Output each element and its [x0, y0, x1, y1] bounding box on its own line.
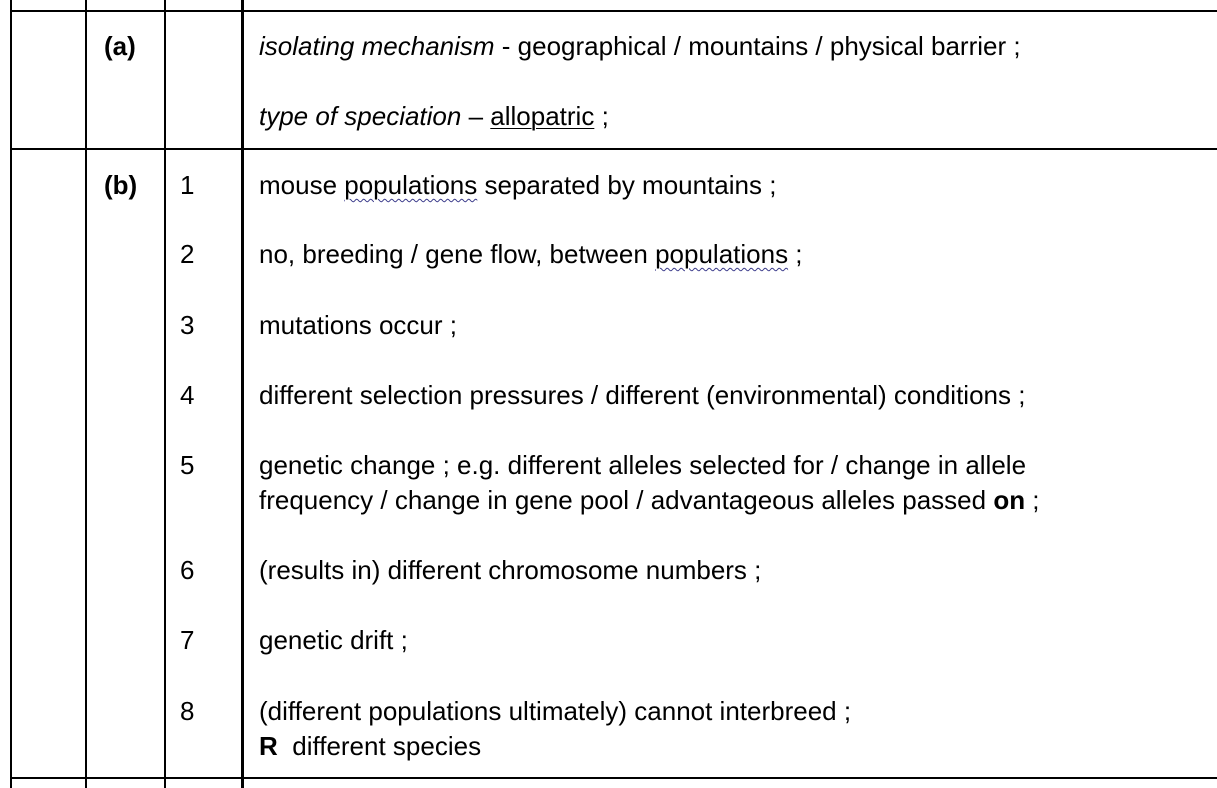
allopatric-answer: allopatric	[490, 101, 595, 131]
reject-text: different species	[277, 731, 482, 761]
point-text-5-line-1: genetic change ; e.g. different alleles selected for / change in allele	[259, 450, 1027, 480]
column-border-1	[10, 0, 12, 788]
point-2-pre: no, breeding / gene flow, between	[259, 239, 656, 269]
point-5-bold-word: on	[993, 485, 1026, 515]
point-number-1: 1	[180, 170, 195, 200]
top-rule	[10, 10, 1217, 12]
point-text-6: (results in) different chromosome numbers ;	[259, 555, 762, 585]
bottom-rule	[10, 777, 1217, 779]
point-5-line-2-pre: frequency / change in gene pool / advantageous alleles passed	[259, 485, 994, 515]
point-number-8: 8	[180, 696, 195, 726]
point-number-4: 4	[180, 380, 195, 410]
point-text-1	[259, 170, 776, 200]
point-text-8-line-1: (different populations ultimately) cannot interbreed ;	[259, 696, 852, 726]
column-border-2	[85, 0, 87, 788]
reject-marker: R	[259, 731, 278, 761]
point-number-3: 3	[180, 310, 195, 340]
point-text-2	[259, 239, 803, 269]
part-a-label: (a)	[104, 31, 136, 61]
isolating-mechanism-term: isolating mechanism	[259, 31, 495, 61]
isolating-mechanism-answer: - geographical / mountains / physical barrier ;	[494, 31, 1021, 61]
point-number-5: 5	[180, 450, 195, 480]
point-text-3: mutations occur ;	[259, 310, 457, 340]
spellcheck-flagged-word: populations	[344, 170, 478, 200]
part-b-label: (b)	[104, 170, 138, 200]
point-text-4: different selection pressures / different (environmental) conditions ;	[259, 380, 1026, 410]
column-border-3	[164, 0, 166, 788]
dash: –	[461, 101, 491, 131]
part-divider-rule	[10, 148, 1217, 150]
part-a-line-1	[259, 31, 1021, 61]
point-text-7: genetic drift ;	[259, 625, 408, 655]
point-number-7: 7	[180, 625, 195, 655]
point-number-6: 6	[180, 555, 195, 585]
part-a-line-2	[259, 101, 609, 131]
spellcheck-flagged-word: populations	[655, 239, 789, 269]
type-of-speciation-term: type of speciation	[259, 101, 462, 131]
point-5-end: ;	[1025, 485, 1040, 515]
point-text-8-line-2	[259, 731, 481, 761]
point-1-post: separated by mountains ;	[477, 170, 777, 200]
semicolon: ;	[594, 101, 609, 131]
point-text-5-line-2	[259, 485, 1040, 515]
point-2-post: ;	[788, 239, 803, 269]
point-1-pre: mouse	[259, 170, 345, 200]
point-number-2: 2	[180, 239, 195, 269]
column-border-4	[241, 0, 244, 788]
